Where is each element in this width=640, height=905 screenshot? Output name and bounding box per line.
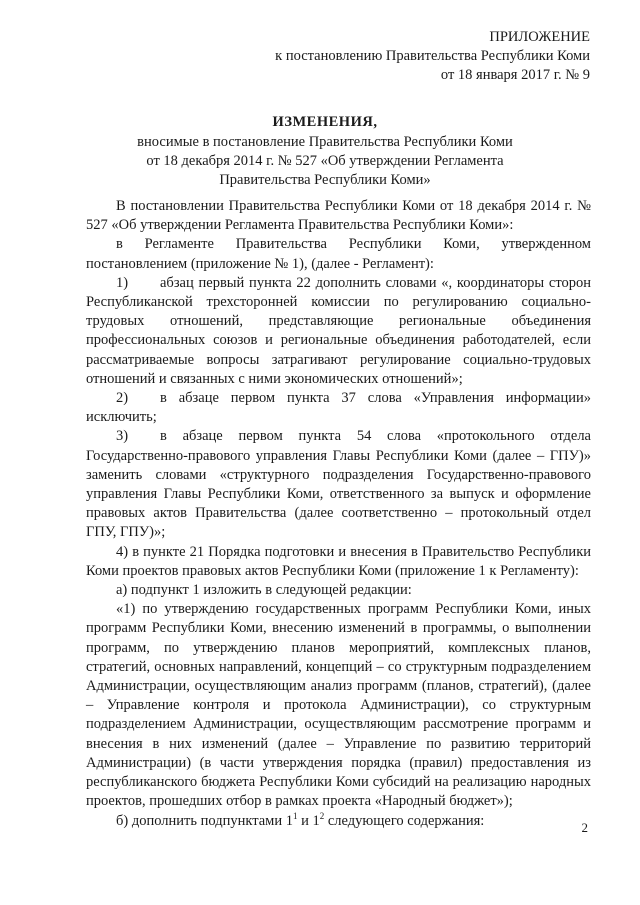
item-text: абзац первый пункта 22 дополнить словами «, координаторы сторон Республиканской трехсторонней комиссии по регулированию социально-трудовых отношений, представляющие региональные объединения профессиональных союзов и региональные объединения работодателей, если рассматриваемые вопросы затрагивают регулирование социально-трудовых отношений и связанных с ними экономических отношений»; — [86, 274, 591, 387]
superscript: 1 — [292, 810, 298, 821]
amendment-item-3 — [86, 427, 591, 542]
item-number: 1) — [116, 274, 129, 291]
heading-line-3: Правительства Республики Коми» — [219, 172, 431, 188]
annex-header — [275, 28, 590, 85]
item-number: 3) — [116, 428, 129, 445]
document-title: ИЗМЕНЕНИЯ, — [272, 114, 378, 130]
subitem-b — [86, 812, 591, 831]
item-number: 2) — [116, 390, 129, 407]
page-number: 2 — [581, 820, 588, 835]
subitem-b-text: следующего содержания: — [324, 812, 485, 829]
annex-date: от 18 января 2017 г. № 9 — [440, 67, 590, 83]
subitem-b-text: б) дополнить подпунктами 1 — [116, 812, 293, 829]
subitem-a: а) подпункт 1 изложить в следующей редакции: — [116, 582, 412, 599]
amendment-item-2 — [86, 389, 591, 427]
amendment-item-1 — [86, 274, 591, 389]
regulation-paragraph: в Регламенте Правительства Республики Коми, утвержденном постановлением (приложение № 1), (далее - Регламент): — [86, 236, 591, 272]
amendment-item-4: 4) в пункте 21 Порядка подготовки и внесения в Правительство Республики Коми проектов правовых актов Республики Коми (приложение 1 к Регламенту): — [86, 543, 591, 579]
subitem-b-text: и 1 — [297, 812, 320, 829]
document-body — [86, 197, 591, 831]
annex-title: ПРИЛОЖЕНИЕ — [489, 29, 590, 45]
annex-reference: к постановлению Правительства Республики Коми — [275, 48, 590, 64]
intro-paragraph: В постановлении Правительства Республики Коми от 18 декабря 2014 г. № 527 «Об утверждении Регламента Правительства Республики Коми»: — [86, 198, 591, 234]
item-text: в абзаце первом пункта 37 слова «Управления информации» исключить; — [86, 390, 591, 426]
document-heading — [60, 113, 590, 190]
heading-line-2: от 18 декабря 2014 г. № 527 «Об утверждении Регламента — [146, 153, 504, 169]
item-text: в абзаце первом пункта 54 слова «протокольного отдела Государственно-правового управления Главы Республики Коми (далее – ГПУ)» заменить словами «структурного подразделения Государственно-правового управления Главы Республики Коми, ответственного за выпуск и оформление правовых актов Правительства (далее соответственно – протокольный отдел ГПУ, ГПУ)»; — [86, 428, 591, 541]
superscript: 2 — [319, 810, 325, 821]
quoted-text: «1) по утверждению государственных программ Республики Коми, иных программ Республики Коми, внесению изменений в программы, о выполнении программ, по утверждению планов мероприятий, комплексных планов, стратегий, основных направлений, концепций – со структурным подразделением Администрации, осуществляющим анализ программ (планов, стратегий), (далее – Управление контроля и протокола Администрации), со структурным подразделением Администрации, осуществляющим рассмотрение программ и внесения в них изменений (далее – Управление по развитию территорий Администрации) (в части утверждения порядка (правил) предоставления из республиканского бюджета Республики Коми субсидий на реализацию народных проектов, прошедших отбор в рамках проекта «Народный бюджет»); — [86, 601, 591, 810]
heading-line-1: вносимые в постановление Правительства Республики Коми — [137, 134, 513, 150]
